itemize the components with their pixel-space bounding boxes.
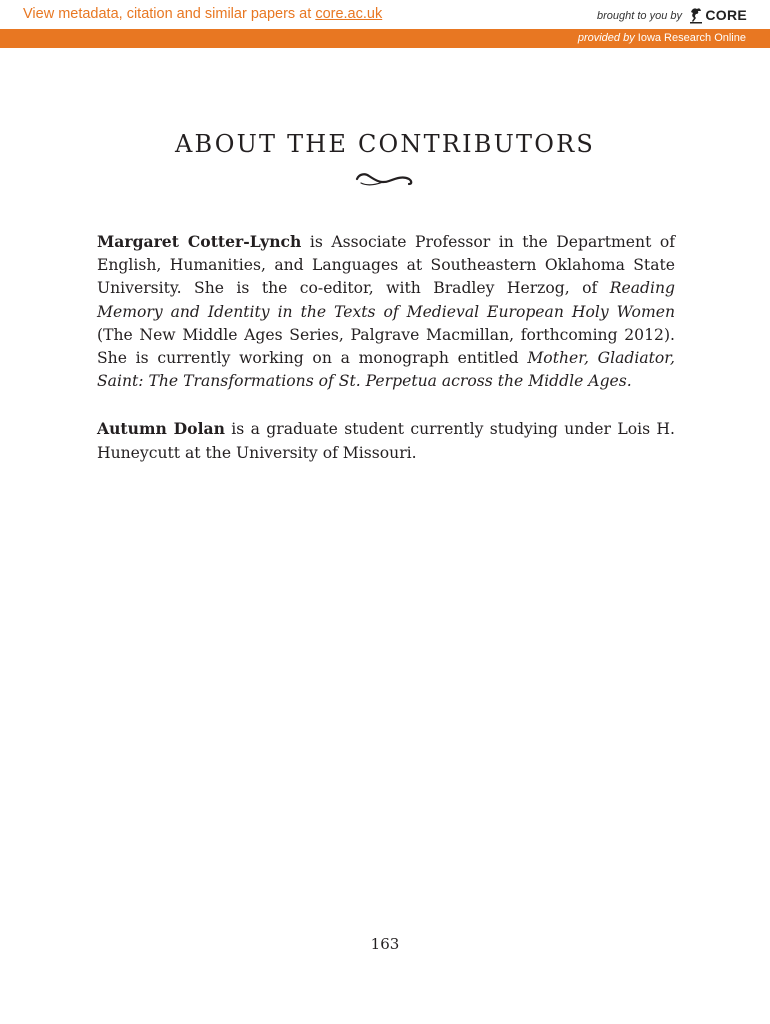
core-link[interactable]: core.ac.uk bbox=[315, 6, 383, 22]
contributor-entry bbox=[97, 230, 675, 393]
contributor-name: Margaret Cotter-Lynch bbox=[97, 232, 302, 251]
brought-to-you-by: brought to you by bbox=[596, 10, 682, 22]
core-metadata-link-text bbox=[23, 6, 382, 22]
core-link-prefix: View metadata, citation and similar papers at bbox=[23, 6, 316, 22]
provided-by-label: provided by bbox=[577, 32, 635, 44]
core-banner-top bbox=[0, 0, 770, 29]
core-logo[interactable] bbox=[689, 5, 747, 25]
contributors-list bbox=[97, 230, 675, 489]
contributor-work-title: Mother, Gladiator, Saint: The Transformations of St. Perpetua across the Middle Ages. bbox=[97, 349, 675, 391]
page-number: 163 bbox=[370, 935, 400, 953]
contributor-bio-text: is a graduate student currently studying under Lois H. Huneycutt at the University of Missouri. bbox=[97, 420, 675, 462]
contributor-bio-text: is Associate Professor in the Department of English, Humanities, and Languages at Southeastern Oklahoma State University. She is the co-editor, with Bradley Herzog, of bbox=[97, 233, 675, 298]
contributor-name: Autumn Dolan bbox=[97, 419, 225, 439]
contributor-bio-text: (The New Middle Ages Series, Palgrave Macmillan, forthcoming 2012). She is currently working on a monograph entitled bbox=[97, 325, 675, 368]
provider-name: Iowa Research Online bbox=[637, 32, 746, 44]
page-title: ABOUT THE CONTRIBUTORS bbox=[174, 130, 596, 158]
core-banner bbox=[0, 0, 770, 48]
contributor-entry bbox=[97, 417, 675, 464]
contributor-work-title: Reading Memory and Identity in the Texts of Medieval European Holy Women bbox=[97, 279, 675, 321]
core-logo-icon bbox=[689, 6, 703, 24]
core-logo-text: CORE bbox=[705, 7, 747, 23]
provided-by bbox=[578, 32, 746, 44]
flourish-icon bbox=[353, 170, 417, 190]
